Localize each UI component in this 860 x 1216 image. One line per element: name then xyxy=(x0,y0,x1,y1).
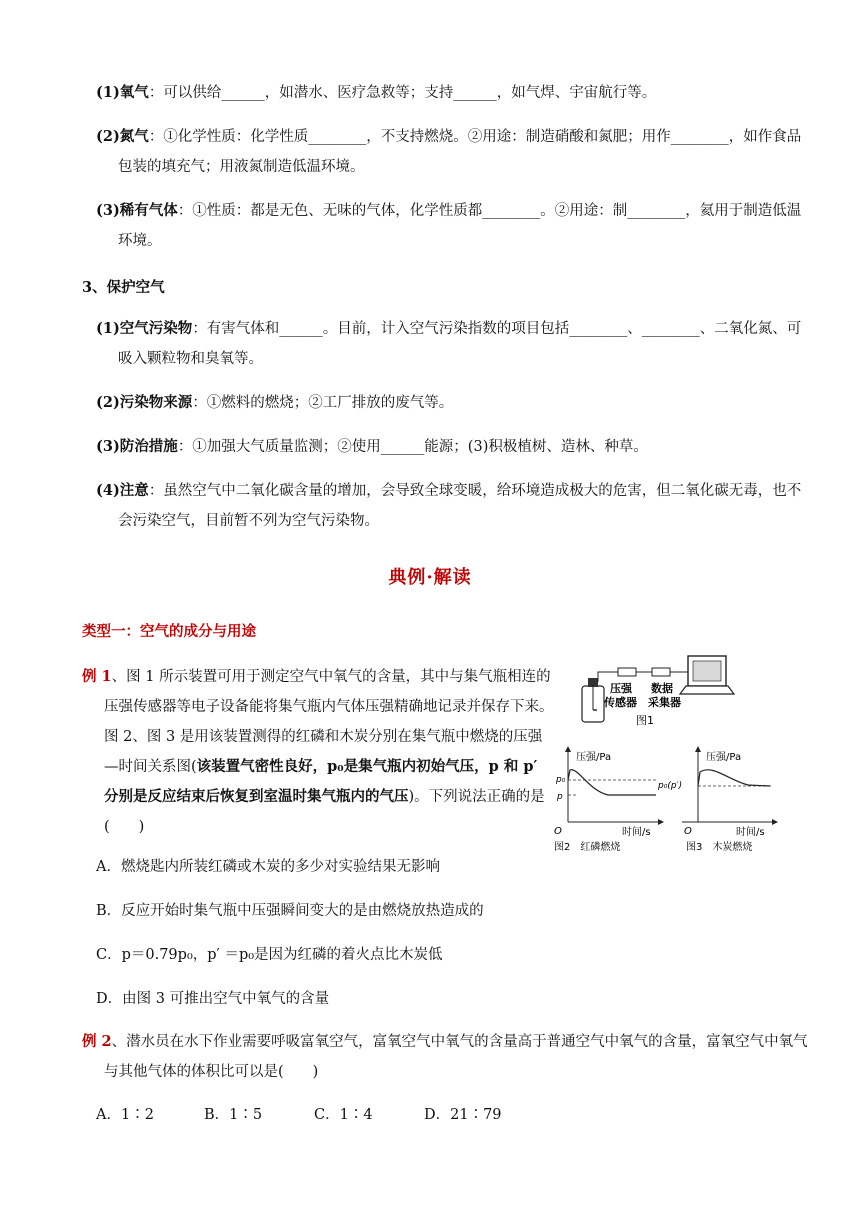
rare-gas-item xyxy=(96,196,808,256)
section-heading: 典例·解读 xyxy=(388,567,472,588)
example-1-option-c: C．p＝0.79p₀，p′ ＝p₀是因为红磷的着火点比木炭低 xyxy=(96,947,443,963)
oxygen-text: ：可以供给______，如潜水、医疗急救等；支持______，如气焊、宇宙航行等。 xyxy=(148,85,657,101)
example-2-option-d: D．21∶79 xyxy=(424,1107,502,1123)
graph-2-y-arrow xyxy=(565,746,571,752)
rare-gas-label: (3)稀有气体 xyxy=(96,202,178,219)
monitor-screen xyxy=(693,661,721,681)
apparatus-diagram xyxy=(582,656,734,727)
graph-charcoal xyxy=(657,746,778,852)
sensor-label: 压强 xyxy=(610,682,632,695)
example-1-text-bold: 该装置气密性良好，p₀是集气瓶内初始气压，p 和 p′ 分别是反应结束后恢复到室温时集气瓶内的气压 xyxy=(104,758,538,805)
source-label: (2)污染物来源 xyxy=(96,394,193,411)
graph-3-origin: O xyxy=(684,826,692,837)
rare-gas-text: ：①性质：都是无色、无味的气体，化学性质都________。②用途：制________，氦用于制造低温环境。 xyxy=(118,203,802,249)
note-label: (4)注意 xyxy=(96,482,149,499)
graph-2-p0: p₀ xyxy=(556,775,566,785)
figure-2-caption: 图2 红磷燃烧 xyxy=(554,842,621,852)
pollutant-text: ：有害气体和______。目前，计入空气污染指数的项目包括________、________、二氧化氮、可吸入颗粒物和臭氧等。 xyxy=(118,321,802,367)
pollutant-item xyxy=(96,314,808,374)
example-1-text-a: 、图 1 所示装置可用于测定空气中氧气的含量，其中与集气瓶相连的压强传感器等电子设备能将集气瓶内气体压强精确地记录并保存下来。图 2、图 3 是用该装置测得的红磷和木炭分别在集气瓶中燃烧的压强—时间关系图( xyxy=(104,669,554,775)
figure-1-caption: 图1 xyxy=(636,714,654,727)
graph-3-y-arrow xyxy=(695,746,701,752)
sensor-label-2: 传感器 xyxy=(604,696,637,709)
data-collector xyxy=(652,668,670,676)
graph-2-xlabel: 时间/s xyxy=(622,827,651,838)
example-1-option-d: D．由图 3 可推出空气中氧气的含量 xyxy=(96,991,330,1007)
example-1-text-b: )。下列说法正确的是( ) xyxy=(104,789,545,835)
collector-label: 数据 xyxy=(651,682,673,695)
collector-label-2: 采集器 xyxy=(648,696,681,709)
example-1 xyxy=(82,662,554,842)
source-item xyxy=(96,388,808,418)
note-item xyxy=(96,476,808,536)
example-2-option-c: C．1∶4 xyxy=(314,1107,373,1123)
example-1-option-b: B．反应开始时集气瓶中压强瞬间变大的是由燃烧放热造成的 xyxy=(96,903,484,919)
graph-3-x-arrow xyxy=(772,819,778,825)
prevention-text: ：①加强大气质量监测；②使用______能源；(3)积极植树、造林、种草。 xyxy=(177,439,648,455)
nitrogen-text: ：①化学性质：化学性质________，不支持燃烧。②用途：制造硝酸和氮肥；用作________，如作食品包装的填充气；用液氮制造低温环境。 xyxy=(118,129,802,175)
graph-2-p: p xyxy=(557,792,563,802)
graph-2-x-arrow xyxy=(658,819,664,825)
pollutant-label: (1)空气污染物 xyxy=(96,320,193,337)
graph-red-phosphorus xyxy=(554,746,664,852)
pressure-sensor xyxy=(618,668,636,676)
graph-3-ylabel: 压强/Pa xyxy=(706,752,742,763)
connection-tube xyxy=(598,672,618,682)
source-text: ：①燃料的燃烧；②工厂排放的废气等。 xyxy=(192,395,454,411)
figure-svg xyxy=(548,652,784,852)
note-text: ：虽然空气中二氧化碳含量的增加，会导致全球变暖，给环境造成极大的危害，但二氧化碳无毒，也不会污染空气，目前暂不列为空气污染物。 xyxy=(118,483,802,529)
example-2 xyxy=(82,1027,808,1087)
type-heading: 类型一：空气的成分与用途 xyxy=(82,623,256,640)
example-2-options xyxy=(96,1103,502,1124)
prevention-item xyxy=(96,432,808,462)
example-2-option-a: A．1∶2 xyxy=(96,1107,154,1123)
example-2-text: 、潜水员在水下作业需要呼吸富氧空气，富氧空气中氧气的含量高于普通空气中氧气的含量，富氧空气中氧气与其他气体的体积比可以是( ) xyxy=(104,1034,808,1080)
example-2-label: 例 2 xyxy=(82,1033,112,1050)
graph-3-curve xyxy=(698,770,770,786)
experiment-figure xyxy=(548,652,784,852)
nitrogen-item xyxy=(96,122,808,182)
graph-2-curve xyxy=(568,770,656,795)
graph-2-origin: O xyxy=(554,826,562,837)
example-2-option-b: B．1∶5 xyxy=(204,1107,263,1123)
computer-keyboard xyxy=(680,686,734,694)
oxygen-item xyxy=(96,78,808,108)
figure-3-caption: 图3 木炭燃烧 xyxy=(686,842,753,852)
graph-2-ylabel: 压强/Pa xyxy=(576,752,612,763)
oxygen-label: (1)氧气 xyxy=(96,84,149,101)
example-1-label: 例 1 xyxy=(82,668,112,685)
section-3-title: 3、保护空气 xyxy=(82,279,165,296)
graph-3-xlabel: 时间/s xyxy=(736,827,765,838)
nitrogen-label: (2)氮气 xyxy=(96,128,149,145)
prevention-label: (3)防治措施 xyxy=(96,438,178,455)
graph-3-p0p: p₀(p′) xyxy=(658,781,683,791)
example-1-option-a: A．燃烧匙内所装红磷或木炭的多少对实验结果无影响 xyxy=(96,859,440,875)
